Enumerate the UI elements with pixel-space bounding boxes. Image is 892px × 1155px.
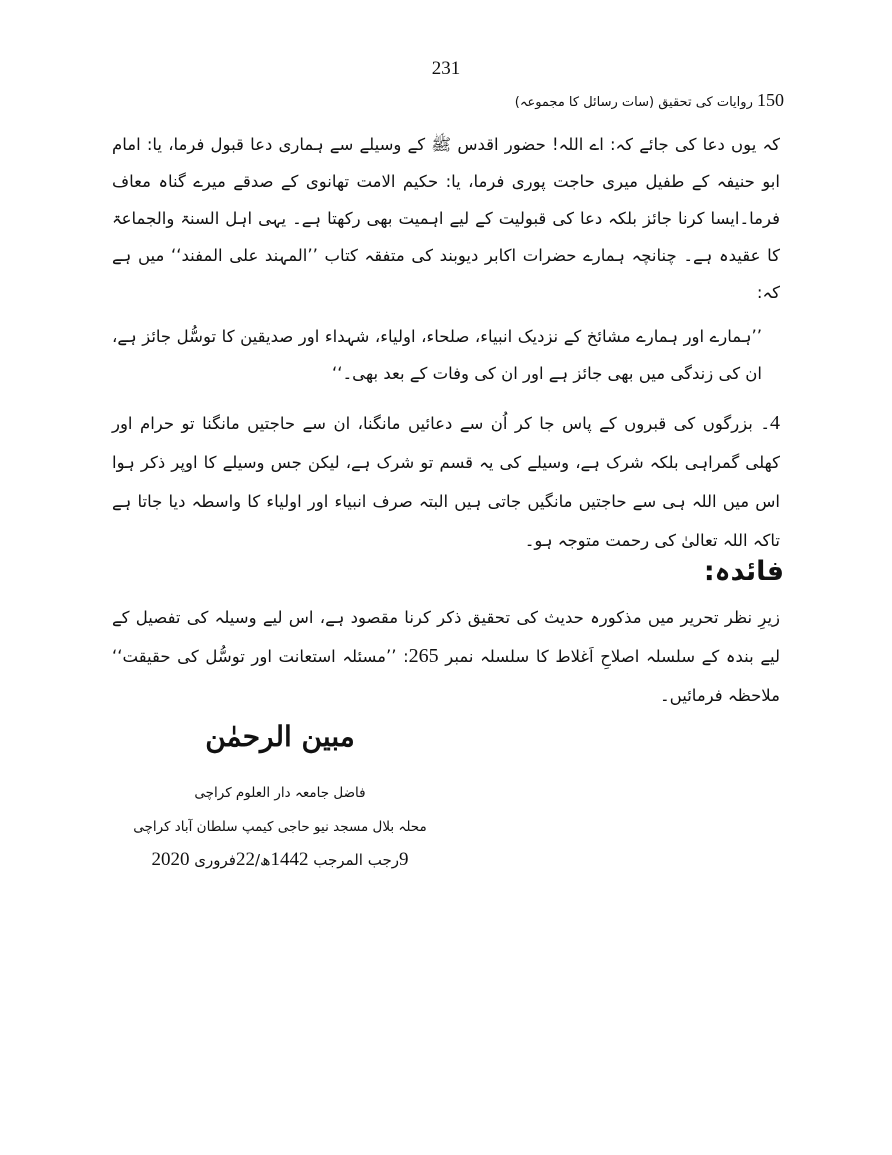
paragraph-point-4 (112, 404, 780, 560)
faida-heading: فائدہ: (703, 556, 784, 587)
faida-text-start: زیرِ نظر تحریر میں مذکورہ حدیث کی تحقیق ذکر کرنا مقصود ہے، اس لیے وسیلہ کی تفصیل کے لیے بندہ کے سلسلہ اصلاحِ اَغلاط کا سلسلہ نمبر (112, 608, 780, 666)
date-day: 9 (398, 849, 409, 870)
header-page-count: 150 (757, 90, 784, 110)
paragraph-1: کہ یوں دعا کی جائے کہ: اے اللہ! حضور اقدس ﷺ کے وسیلے سے ہماری دعا قبول فرما، یا: امام ابو حنیفہ کے طفیل میری حاجت پوری فرما، یا: حکیم الامت تھانوی کے صدقے میرے گناہ معاف فرما۔ایسا کرنا جائز بلکہ دعا کی قبولیت کے لیے اہمیت بھی رکھتا ہے۔ یہی اہل السنۃ والجماعۃ کا عقیدہ ہے۔ چنانچہ ہمارے حضرات اکابر دیوبند کی متفقہ کتاب ’’المہند علی المفند‘‘ میں ہے کہ: (112, 135, 780, 302)
running-header (515, 90, 784, 111)
author-address: محلہ بلال مسجد نیو حاجی کیمپ سلطان آباد کراچی (133, 819, 427, 835)
signature-block (130, 712, 430, 876)
point-number: 4 (770, 412, 780, 434)
date-hijri-suffix: ھ/ (254, 851, 271, 869)
faida-text-end: : ’’مسئلہ استعانت اور توسُّل کی حقیقت‘‘ ملاحظہ فرمائیں۔ (112, 647, 780, 705)
quotation-paragraph: ’’ہمارے اور ہمارے مشائخ کے نزدیک انبیاء، صلحاء، اولیاء، شہداء اور صدیقین کا توسُّل جائز ہے، ان کی زندگی میں بھی جائز ہے اور ان کی وفات کے بعد بھی۔‘‘ (112, 327, 762, 383)
series-number: 265 (408, 645, 439, 667)
date-month: رجب المرجب (313, 851, 399, 869)
page-number: 231 (431, 58, 461, 79)
date-hijri-year: 1442 (270, 849, 309, 870)
date-gregorian-year: 2020 (151, 849, 190, 870)
date-gregorian-month: فروری (194, 851, 236, 869)
faida-paragraph (112, 598, 780, 715)
point-4-text: ۔ بزرگوں کی قبروں کے پاس جا کر اُن سے دعائیں مانگنا، ان سے حاجتیں مانگنا تو حرام اور کھلی گمراہی بلکہ شرک ہے، وسیلے کی یہ قسم تو شرک ہے، لیکن جس وسیلے کا اوپر ذکر ہوا اس میں اللہ ہی سے حاجتیں مانگیں جاتی ہیں البتہ صرف انبیاء اور اولیاء کا واسطہ دیا جاتا ہے تاکہ اللہ تعالیٰ کی رحمت متوجہ ہو۔ (112, 414, 780, 550)
author-title: فاضل جامعہ دار العلوم کراچی (194, 785, 366, 801)
header-title: روایات کی تحقیق (سات رسائل کا مجموعہ) (514, 95, 753, 110)
date-gregorian-day: 22 (235, 849, 255, 870)
signature-date (130, 844, 430, 876)
author-signature: مبین الرحمٰن (205, 720, 355, 753)
